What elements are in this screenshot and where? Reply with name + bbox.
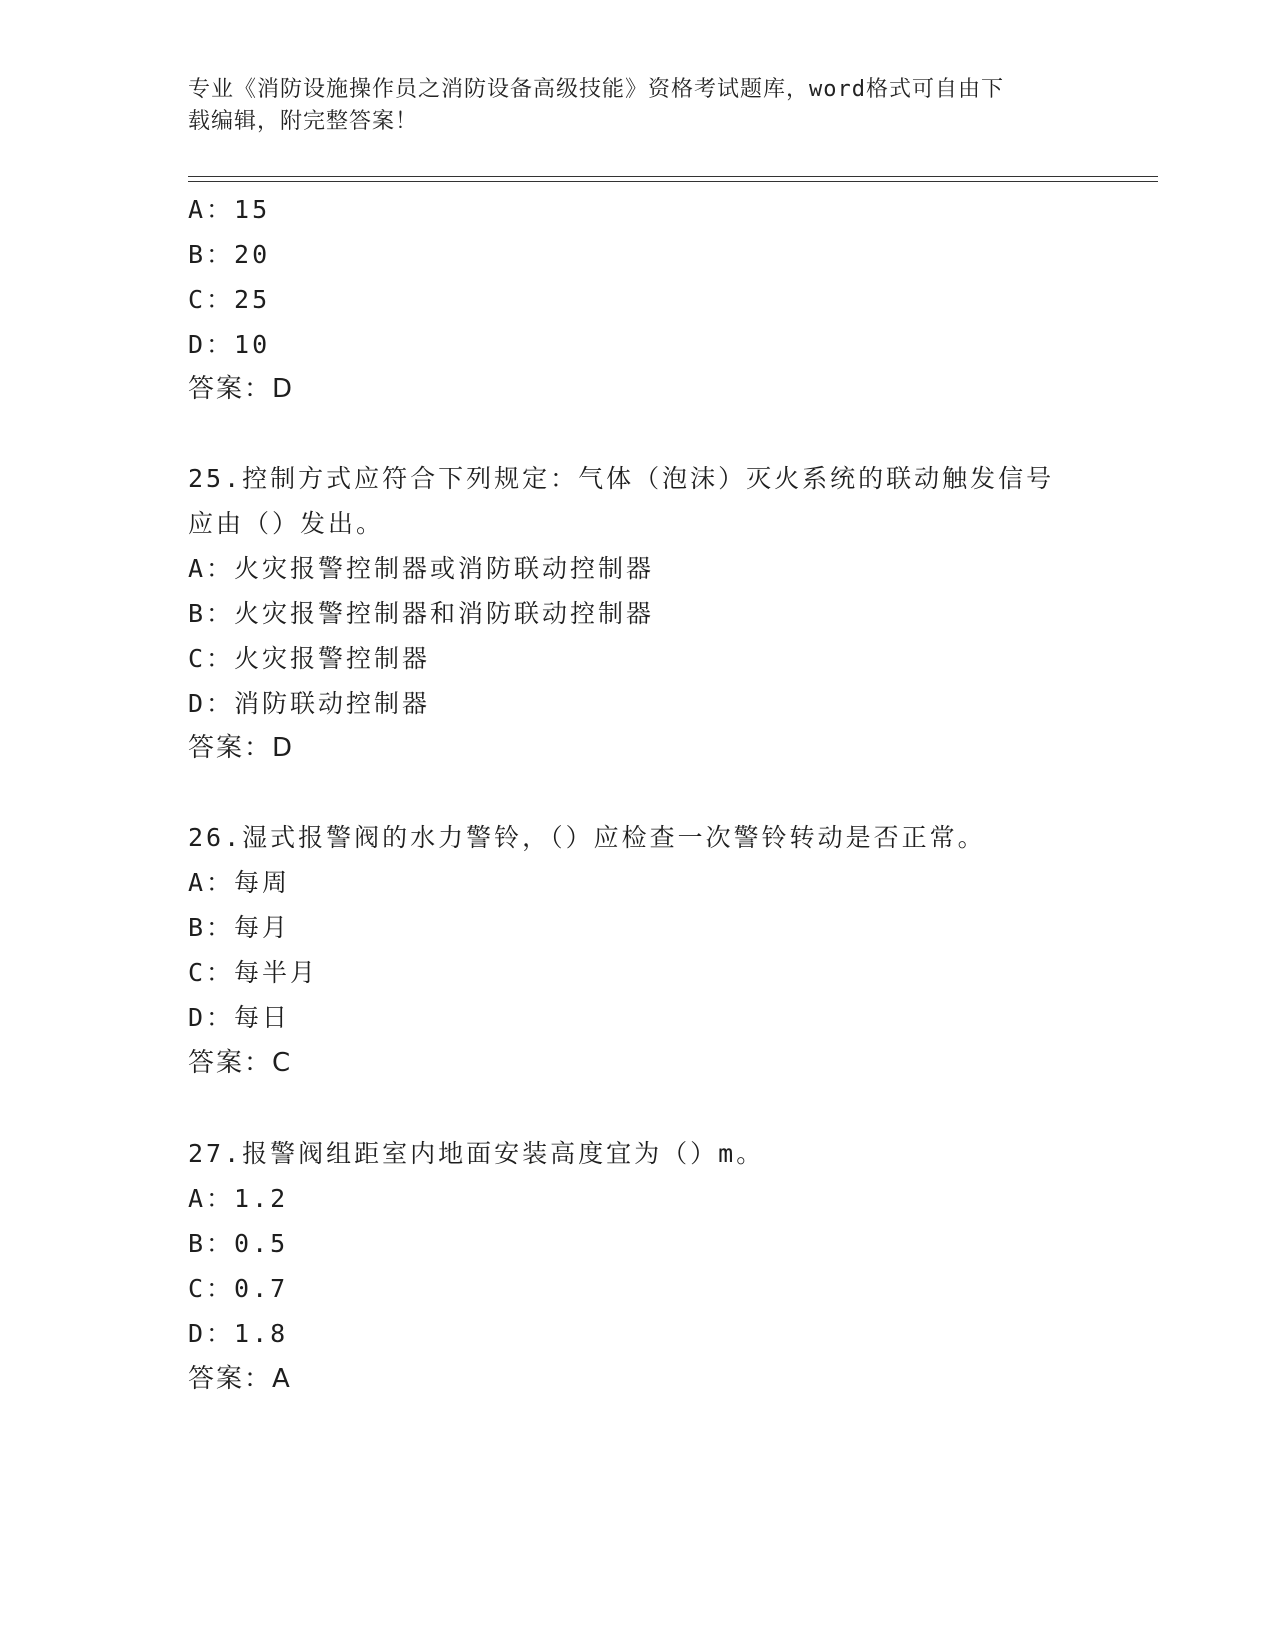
option-a: A：火灾报警控制器或消防联动控制器 <box>188 554 655 583</box>
answer-line: 答案：D <box>188 733 295 763</box>
option-a: A：15 <box>188 195 271 224</box>
option-c: C：25 <box>188 285 271 314</box>
header-line-2: 载编辑，附完整答案！ <box>188 109 419 134</box>
question-text-continued: 应由（）发出。 <box>188 509 385 538</box>
header-line-1: 专业《消防设施操作员之消防设备高级技能》资格考试题库，word格式可自由下 <box>188 77 1004 102</box>
option-c: C：0.7 <box>188 1274 289 1303</box>
document-header <box>188 74 1088 138</box>
option-d: D：1.8 <box>188 1319 289 1348</box>
option-d: D：消防联动控制器 <box>188 689 431 718</box>
question-text: 27.报警阀组距室内地面安装高度宜为（）m。 <box>188 1139 765 1168</box>
question-text: 25.控制方式应符合下列规定：气体（泡沫）灭火系统的联动触发信号 <box>188 464 1055 493</box>
answer-line: 答案：A <box>188 1364 292 1394</box>
option-c: C：火灾报警控制器 <box>188 644 431 673</box>
question-text: 26.湿式报警阀的水力警铃，（）应检查一次警铃转动是否正常。 <box>188 823 986 852</box>
option-b: B：火灾报警控制器和消防联动控制器 <box>188 599 655 628</box>
option-a: A：1.2 <box>188 1184 289 1213</box>
option-d: D：每日 <box>188 1003 291 1032</box>
answer-line: 答案：D <box>188 374 295 404</box>
option-b: B：每月 <box>188 913 291 942</box>
option-d: D：10 <box>188 330 271 359</box>
option-b: B：20 <box>188 240 271 269</box>
header-divider-bottom <box>188 181 1158 182</box>
option-c: C：每半月 <box>188 958 319 987</box>
option-b: B：0.5 <box>188 1229 289 1258</box>
header-divider-top <box>188 176 1158 177</box>
option-a: A：每周 <box>188 868 291 897</box>
answer-line: 答案：C <box>188 1048 293 1078</box>
